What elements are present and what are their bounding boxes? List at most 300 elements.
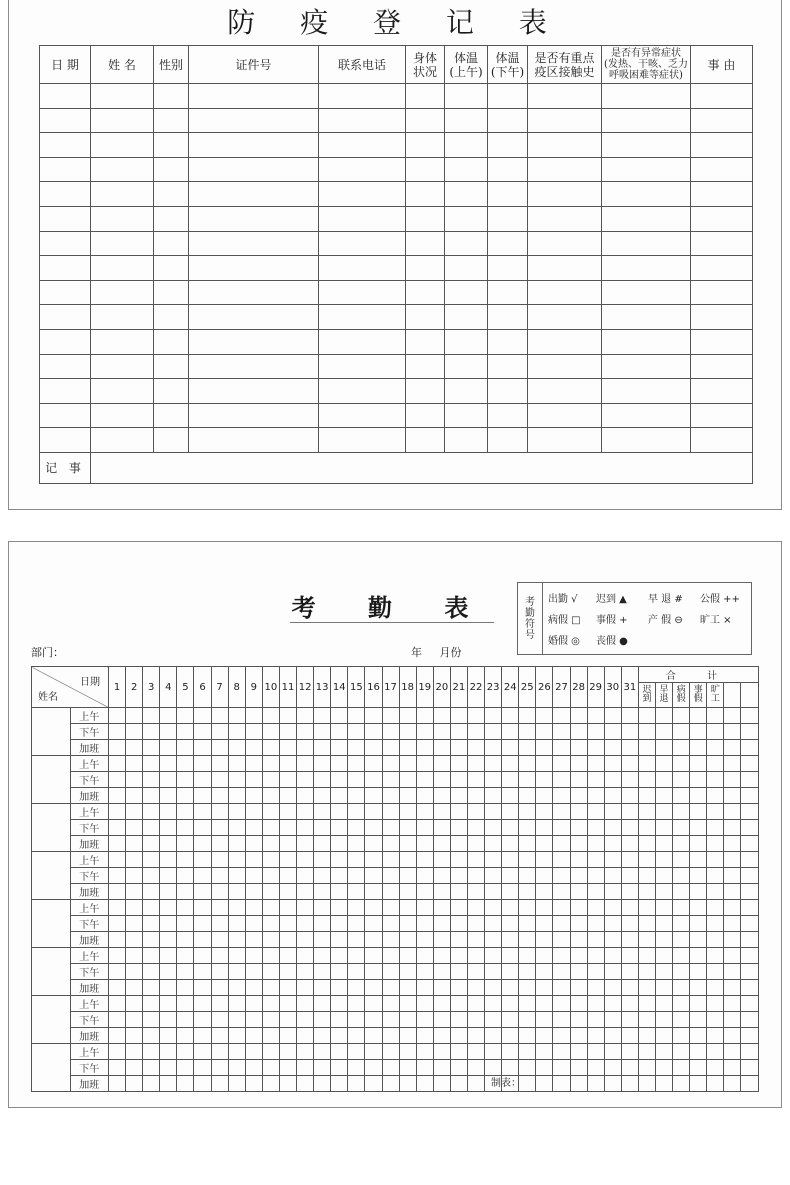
day-cell[interactable] [331, 996, 348, 1012]
day-cell[interactable] [228, 884, 245, 900]
entry-cell[interactable] [602, 403, 691, 428]
day-cell[interactable] [536, 740, 553, 756]
total-cell[interactable] [741, 900, 759, 916]
day-cell[interactable] [416, 804, 433, 820]
day-cell[interactable] [297, 948, 314, 964]
total-cell[interactable] [707, 884, 724, 900]
day-cell[interactable] [109, 964, 126, 980]
day-cell[interactable] [143, 964, 160, 980]
day-cell[interactable] [279, 916, 296, 932]
day-cell[interactable] [536, 820, 553, 836]
total-cell[interactable] [724, 884, 741, 900]
day-cell[interactable] [211, 836, 228, 852]
day-cell[interactable] [331, 916, 348, 932]
entry-cell[interactable] [154, 157, 189, 182]
day-cell[interactable] [228, 772, 245, 788]
entry-cell[interactable] [488, 182, 528, 207]
day-cell[interactable] [382, 868, 399, 884]
entry-cell[interactable] [319, 206, 406, 231]
day-cell[interactable] [297, 868, 314, 884]
total-cell[interactable] [673, 740, 690, 756]
day-cell[interactable] [433, 948, 450, 964]
day-cell[interactable] [604, 772, 621, 788]
day-cell[interactable] [177, 772, 194, 788]
day-cell[interactable] [604, 964, 621, 980]
day-cell[interactable] [109, 788, 126, 804]
day-cell[interactable] [502, 948, 519, 964]
day-cell[interactable] [587, 788, 604, 804]
day-cell[interactable] [314, 996, 331, 1012]
total-cell[interactable] [656, 900, 673, 916]
day-cell[interactable] [245, 964, 262, 980]
day-cell[interactable] [177, 852, 194, 868]
day-cell[interactable] [228, 1028, 245, 1044]
day-cell[interactable] [502, 1044, 519, 1060]
total-cell[interactable] [724, 900, 741, 916]
day-cell[interactable] [245, 852, 262, 868]
day-cell[interactable] [485, 916, 502, 932]
day-cell[interactable] [126, 756, 143, 772]
day-cell[interactable] [570, 1076, 587, 1092]
day-cell[interactable] [382, 964, 399, 980]
day-cell[interactable] [177, 820, 194, 836]
total-cell[interactable] [707, 932, 724, 948]
day-cell[interactable] [587, 756, 604, 772]
total-cell[interactable] [690, 1012, 707, 1028]
day-cell[interactable] [485, 964, 502, 980]
entry-cell[interactable] [189, 231, 319, 256]
entry-cell[interactable] [528, 157, 602, 182]
day-cell[interactable] [262, 868, 279, 884]
day-cell[interactable] [450, 772, 467, 788]
total-cell[interactable] [638, 916, 655, 932]
day-cell[interactable] [228, 1012, 245, 1028]
total-cell[interactable] [638, 948, 655, 964]
day-cell[interactable] [297, 1076, 314, 1092]
day-cell[interactable] [109, 948, 126, 964]
entry-cell[interactable] [154, 354, 189, 379]
total-cell[interactable] [690, 916, 707, 932]
day-cell[interactable] [536, 980, 553, 996]
day-cell[interactable] [433, 788, 450, 804]
day-cell[interactable] [485, 836, 502, 852]
day-cell[interactable] [194, 804, 211, 820]
entry-cell[interactable] [189, 329, 319, 354]
total-cell[interactable] [690, 804, 707, 820]
total-cell[interactable] [690, 868, 707, 884]
day-cell[interactable] [194, 980, 211, 996]
day-cell[interactable] [416, 884, 433, 900]
day-cell[interactable] [245, 724, 262, 740]
day-cell[interactable] [143, 820, 160, 836]
entry-cell[interactable] [691, 108, 753, 133]
total-cell[interactable] [638, 868, 655, 884]
day-cell[interactable] [279, 884, 296, 900]
day-cell[interactable] [331, 836, 348, 852]
day-cell[interactable] [553, 980, 570, 996]
entry-cell[interactable] [319, 305, 406, 330]
day-cell[interactable] [587, 708, 604, 724]
total-cell[interactable] [656, 1012, 673, 1028]
day-cell[interactable] [331, 740, 348, 756]
entry-cell[interactable] [189, 305, 319, 330]
day-cell[interactable] [604, 900, 621, 916]
total-cell[interactable] [656, 724, 673, 740]
day-cell[interactable] [553, 788, 570, 804]
entry-cell[interactable] [528, 108, 602, 133]
day-cell[interactable] [279, 1028, 296, 1044]
day-cell[interactable] [433, 1076, 450, 1092]
day-cell[interactable] [536, 1076, 553, 1092]
total-cell[interactable] [707, 948, 724, 964]
day-cell[interactable] [587, 1076, 604, 1092]
day-cell[interactable] [109, 916, 126, 932]
day-cell[interactable] [143, 708, 160, 724]
day-cell[interactable] [279, 820, 296, 836]
day-cell[interactable] [502, 788, 519, 804]
day-cell[interactable] [348, 820, 365, 836]
entry-cell[interactable] [319, 329, 406, 354]
day-cell[interactable] [297, 756, 314, 772]
day-cell[interactable] [467, 1060, 484, 1076]
day-cell[interactable] [109, 820, 126, 836]
day-cell[interactable] [416, 948, 433, 964]
day-cell[interactable] [502, 852, 519, 868]
day-cell[interactable] [126, 724, 143, 740]
day-cell[interactable] [502, 708, 519, 724]
total-cell[interactable] [690, 756, 707, 772]
day-cell[interactable] [621, 804, 638, 820]
day-cell[interactable] [399, 1012, 416, 1028]
day-cell[interactable] [314, 884, 331, 900]
entry-cell[interactable] [488, 403, 528, 428]
total-cell[interactable] [673, 900, 690, 916]
day-cell[interactable] [279, 708, 296, 724]
day-cell[interactable] [416, 724, 433, 740]
day-cell[interactable] [160, 1076, 177, 1092]
day-cell[interactable] [536, 772, 553, 788]
day-cell[interactable] [604, 788, 621, 804]
total-cell[interactable] [656, 1076, 673, 1092]
total-cell[interactable] [741, 756, 759, 772]
day-cell[interactable] [297, 772, 314, 788]
day-cell[interactable] [228, 836, 245, 852]
total-cell[interactable] [707, 788, 724, 804]
day-cell[interactable] [348, 788, 365, 804]
total-cell[interactable] [638, 836, 655, 852]
day-cell[interactable] [621, 948, 638, 964]
day-cell[interactable] [467, 708, 484, 724]
day-cell[interactable] [365, 980, 382, 996]
total-cell[interactable] [638, 756, 655, 772]
day-cell[interactable] [331, 852, 348, 868]
day-cell[interactable] [399, 996, 416, 1012]
day-cell[interactable] [485, 788, 502, 804]
entry-cell[interactable] [154, 206, 189, 231]
day-cell[interactable] [160, 1044, 177, 1060]
day-cell[interactable] [365, 836, 382, 852]
day-cell[interactable] [143, 772, 160, 788]
day-cell[interactable] [485, 980, 502, 996]
day-cell[interactable] [382, 836, 399, 852]
day-cell[interactable] [587, 916, 604, 932]
entry-cell[interactable] [154, 428, 189, 453]
day-cell[interactable] [245, 1060, 262, 1076]
day-cell[interactable] [416, 708, 433, 724]
day-cell[interactable] [536, 996, 553, 1012]
day-cell[interactable] [536, 1028, 553, 1044]
day-cell[interactable] [177, 836, 194, 852]
day-cell[interactable] [570, 740, 587, 756]
day-cell[interactable] [570, 932, 587, 948]
day-cell[interactable] [519, 1044, 536, 1060]
day-cell[interactable] [399, 788, 416, 804]
entry-cell[interactable] [40, 206, 91, 231]
day-cell[interactable] [245, 1076, 262, 1092]
total-cell[interactable] [690, 932, 707, 948]
day-cell[interactable] [382, 740, 399, 756]
day-cell[interactable] [536, 804, 553, 820]
day-cell[interactable] [519, 1076, 536, 1092]
total-cell[interactable] [690, 836, 707, 852]
day-cell[interactable] [433, 740, 450, 756]
day-cell[interactable] [194, 964, 211, 980]
day-cell[interactable] [570, 964, 587, 980]
day-cell[interactable] [382, 756, 399, 772]
entry-cell[interactable] [602, 379, 691, 404]
total-cell[interactable] [724, 756, 741, 772]
day-cell[interactable] [143, 804, 160, 820]
day-cell[interactable] [416, 1028, 433, 1044]
day-cell[interactable] [160, 916, 177, 932]
day-cell[interactable] [570, 996, 587, 1012]
day-cell[interactable] [450, 1012, 467, 1028]
day-cell[interactable] [109, 1044, 126, 1060]
day-cell[interactable] [536, 948, 553, 964]
day-cell[interactable] [194, 996, 211, 1012]
entry-cell[interactable] [189, 206, 319, 231]
total-cell[interactable] [724, 948, 741, 964]
total-cell[interactable] [741, 964, 759, 980]
total-cell[interactable] [724, 708, 741, 724]
day-cell[interactable] [399, 708, 416, 724]
day-cell[interactable] [485, 1044, 502, 1060]
day-cell[interactable] [262, 724, 279, 740]
day-cell[interactable] [621, 1028, 638, 1044]
day-cell[interactable] [109, 980, 126, 996]
total-cell[interactable] [638, 1076, 655, 1092]
total-cell[interactable] [673, 1060, 690, 1076]
day-cell[interactable] [314, 1028, 331, 1044]
total-cell[interactable] [638, 996, 655, 1012]
total-cell[interactable] [741, 708, 759, 724]
total-cell[interactable] [707, 1060, 724, 1076]
day-cell[interactable] [399, 836, 416, 852]
day-cell[interactable] [228, 1076, 245, 1092]
total-cell[interactable] [724, 996, 741, 1012]
day-cell[interactable] [297, 852, 314, 868]
day-cell[interactable] [621, 836, 638, 852]
day-cell[interactable] [587, 964, 604, 980]
day-cell[interactable] [314, 948, 331, 964]
day-cell[interactable] [331, 756, 348, 772]
day-cell[interactable] [399, 852, 416, 868]
day-cell[interactable] [348, 852, 365, 868]
day-cell[interactable] [211, 1044, 228, 1060]
day-cell[interactable] [433, 932, 450, 948]
day-cell[interactable] [109, 1012, 126, 1028]
total-cell[interactable] [707, 740, 724, 756]
day-cell[interactable] [587, 868, 604, 884]
day-cell[interactable] [433, 900, 450, 916]
entry-cell[interactable] [528, 206, 602, 231]
day-cell[interactable] [467, 964, 484, 980]
day-cell[interactable] [467, 836, 484, 852]
entry-cell[interactable] [189, 84, 319, 109]
entry-cell[interactable] [445, 305, 488, 330]
day-cell[interactable] [194, 916, 211, 932]
day-cell[interactable] [245, 868, 262, 884]
entry-cell[interactable] [445, 354, 488, 379]
day-cell[interactable] [160, 788, 177, 804]
total-cell[interactable] [673, 868, 690, 884]
day-cell[interactable] [382, 884, 399, 900]
entry-cell[interactable] [406, 231, 445, 256]
day-cell[interactable] [621, 996, 638, 1012]
day-cell[interactable] [143, 916, 160, 932]
entry-cell[interactable] [319, 428, 406, 453]
total-cell[interactable] [638, 708, 655, 724]
total-cell[interactable] [741, 884, 759, 900]
day-cell[interactable] [314, 1012, 331, 1028]
day-cell[interactable] [450, 948, 467, 964]
day-cell[interactable] [228, 820, 245, 836]
entry-cell[interactable] [691, 157, 753, 182]
day-cell[interactable] [621, 708, 638, 724]
total-cell[interactable] [707, 724, 724, 740]
day-cell[interactable] [262, 804, 279, 820]
day-cell[interactable] [126, 1044, 143, 1060]
day-cell[interactable] [314, 820, 331, 836]
day-cell[interactable] [587, 996, 604, 1012]
day-cell[interactable] [382, 996, 399, 1012]
day-cell[interactable] [621, 820, 638, 836]
day-cell[interactable] [348, 868, 365, 884]
total-cell[interactable] [707, 996, 724, 1012]
day-cell[interactable] [365, 788, 382, 804]
entry-cell[interactable] [40, 403, 91, 428]
day-cell[interactable] [211, 996, 228, 1012]
entry-cell[interactable] [528, 256, 602, 281]
day-cell[interactable] [382, 1044, 399, 1060]
day-cell[interactable] [416, 996, 433, 1012]
day-cell[interactable] [177, 980, 194, 996]
day-cell[interactable] [399, 1076, 416, 1092]
day-cell[interactable] [485, 708, 502, 724]
day-cell[interactable] [245, 1044, 262, 1060]
day-cell[interactable] [262, 948, 279, 964]
day-cell[interactable] [297, 1012, 314, 1028]
day-cell[interactable] [279, 900, 296, 916]
day-cell[interactable] [228, 1044, 245, 1060]
total-cell[interactable] [707, 836, 724, 852]
day-cell[interactable] [245, 740, 262, 756]
entry-cell[interactable] [189, 280, 319, 305]
day-cell[interactable] [331, 900, 348, 916]
day-cell[interactable] [314, 1076, 331, 1092]
total-cell[interactable] [690, 900, 707, 916]
entry-cell[interactable] [445, 206, 488, 231]
entry-cell[interactable] [91, 231, 154, 256]
day-cell[interactable] [450, 884, 467, 900]
day-cell[interactable] [160, 852, 177, 868]
day-cell[interactable] [211, 932, 228, 948]
total-cell[interactable] [741, 788, 759, 804]
day-cell[interactable] [382, 948, 399, 964]
day-cell[interactable] [211, 980, 228, 996]
day-cell[interactable] [621, 1044, 638, 1060]
entry-cell[interactable] [445, 403, 488, 428]
day-cell[interactable] [382, 804, 399, 820]
total-cell[interactable] [707, 964, 724, 980]
day-cell[interactable] [160, 1012, 177, 1028]
day-cell[interactable] [348, 916, 365, 932]
day-cell[interactable] [143, 852, 160, 868]
day-cell[interactable] [194, 948, 211, 964]
day-cell[interactable] [399, 868, 416, 884]
day-cell[interactable] [553, 724, 570, 740]
day-cell[interactable] [570, 948, 587, 964]
day-cell[interactable] [314, 740, 331, 756]
day-cell[interactable] [365, 1044, 382, 1060]
day-cell[interactable] [297, 1044, 314, 1060]
day-cell[interactable] [467, 948, 484, 964]
entry-cell[interactable] [319, 379, 406, 404]
total-cell[interactable] [707, 900, 724, 916]
entry-cell[interactable] [91, 133, 154, 158]
day-cell[interactable] [331, 1076, 348, 1092]
day-cell[interactable] [553, 900, 570, 916]
day-cell[interactable] [433, 1044, 450, 1060]
day-cell[interactable] [604, 724, 621, 740]
day-cell[interactable] [587, 820, 604, 836]
day-cell[interactable] [297, 1028, 314, 1044]
entry-cell[interactable] [40, 84, 91, 109]
day-cell[interactable] [245, 756, 262, 772]
entry-cell[interactable] [488, 379, 528, 404]
total-cell[interactable] [690, 1076, 707, 1092]
day-cell[interactable] [245, 708, 262, 724]
entry-cell[interactable] [691, 231, 753, 256]
day-cell[interactable] [245, 772, 262, 788]
total-cell[interactable] [741, 948, 759, 964]
day-cell[interactable] [160, 820, 177, 836]
day-cell[interactable] [262, 772, 279, 788]
day-cell[interactable] [570, 708, 587, 724]
day-cell[interactable] [331, 980, 348, 996]
day-cell[interactable] [160, 836, 177, 852]
entry-cell[interactable] [40, 379, 91, 404]
day-cell[interactable] [416, 1076, 433, 1092]
day-cell[interactable] [450, 980, 467, 996]
total-cell[interactable] [707, 820, 724, 836]
day-cell[interactable] [348, 1012, 365, 1028]
day-cell[interactable] [485, 772, 502, 788]
entry-cell[interactable] [154, 379, 189, 404]
day-cell[interactable] [536, 852, 553, 868]
total-cell[interactable] [673, 1076, 690, 1092]
day-cell[interactable] [109, 996, 126, 1012]
